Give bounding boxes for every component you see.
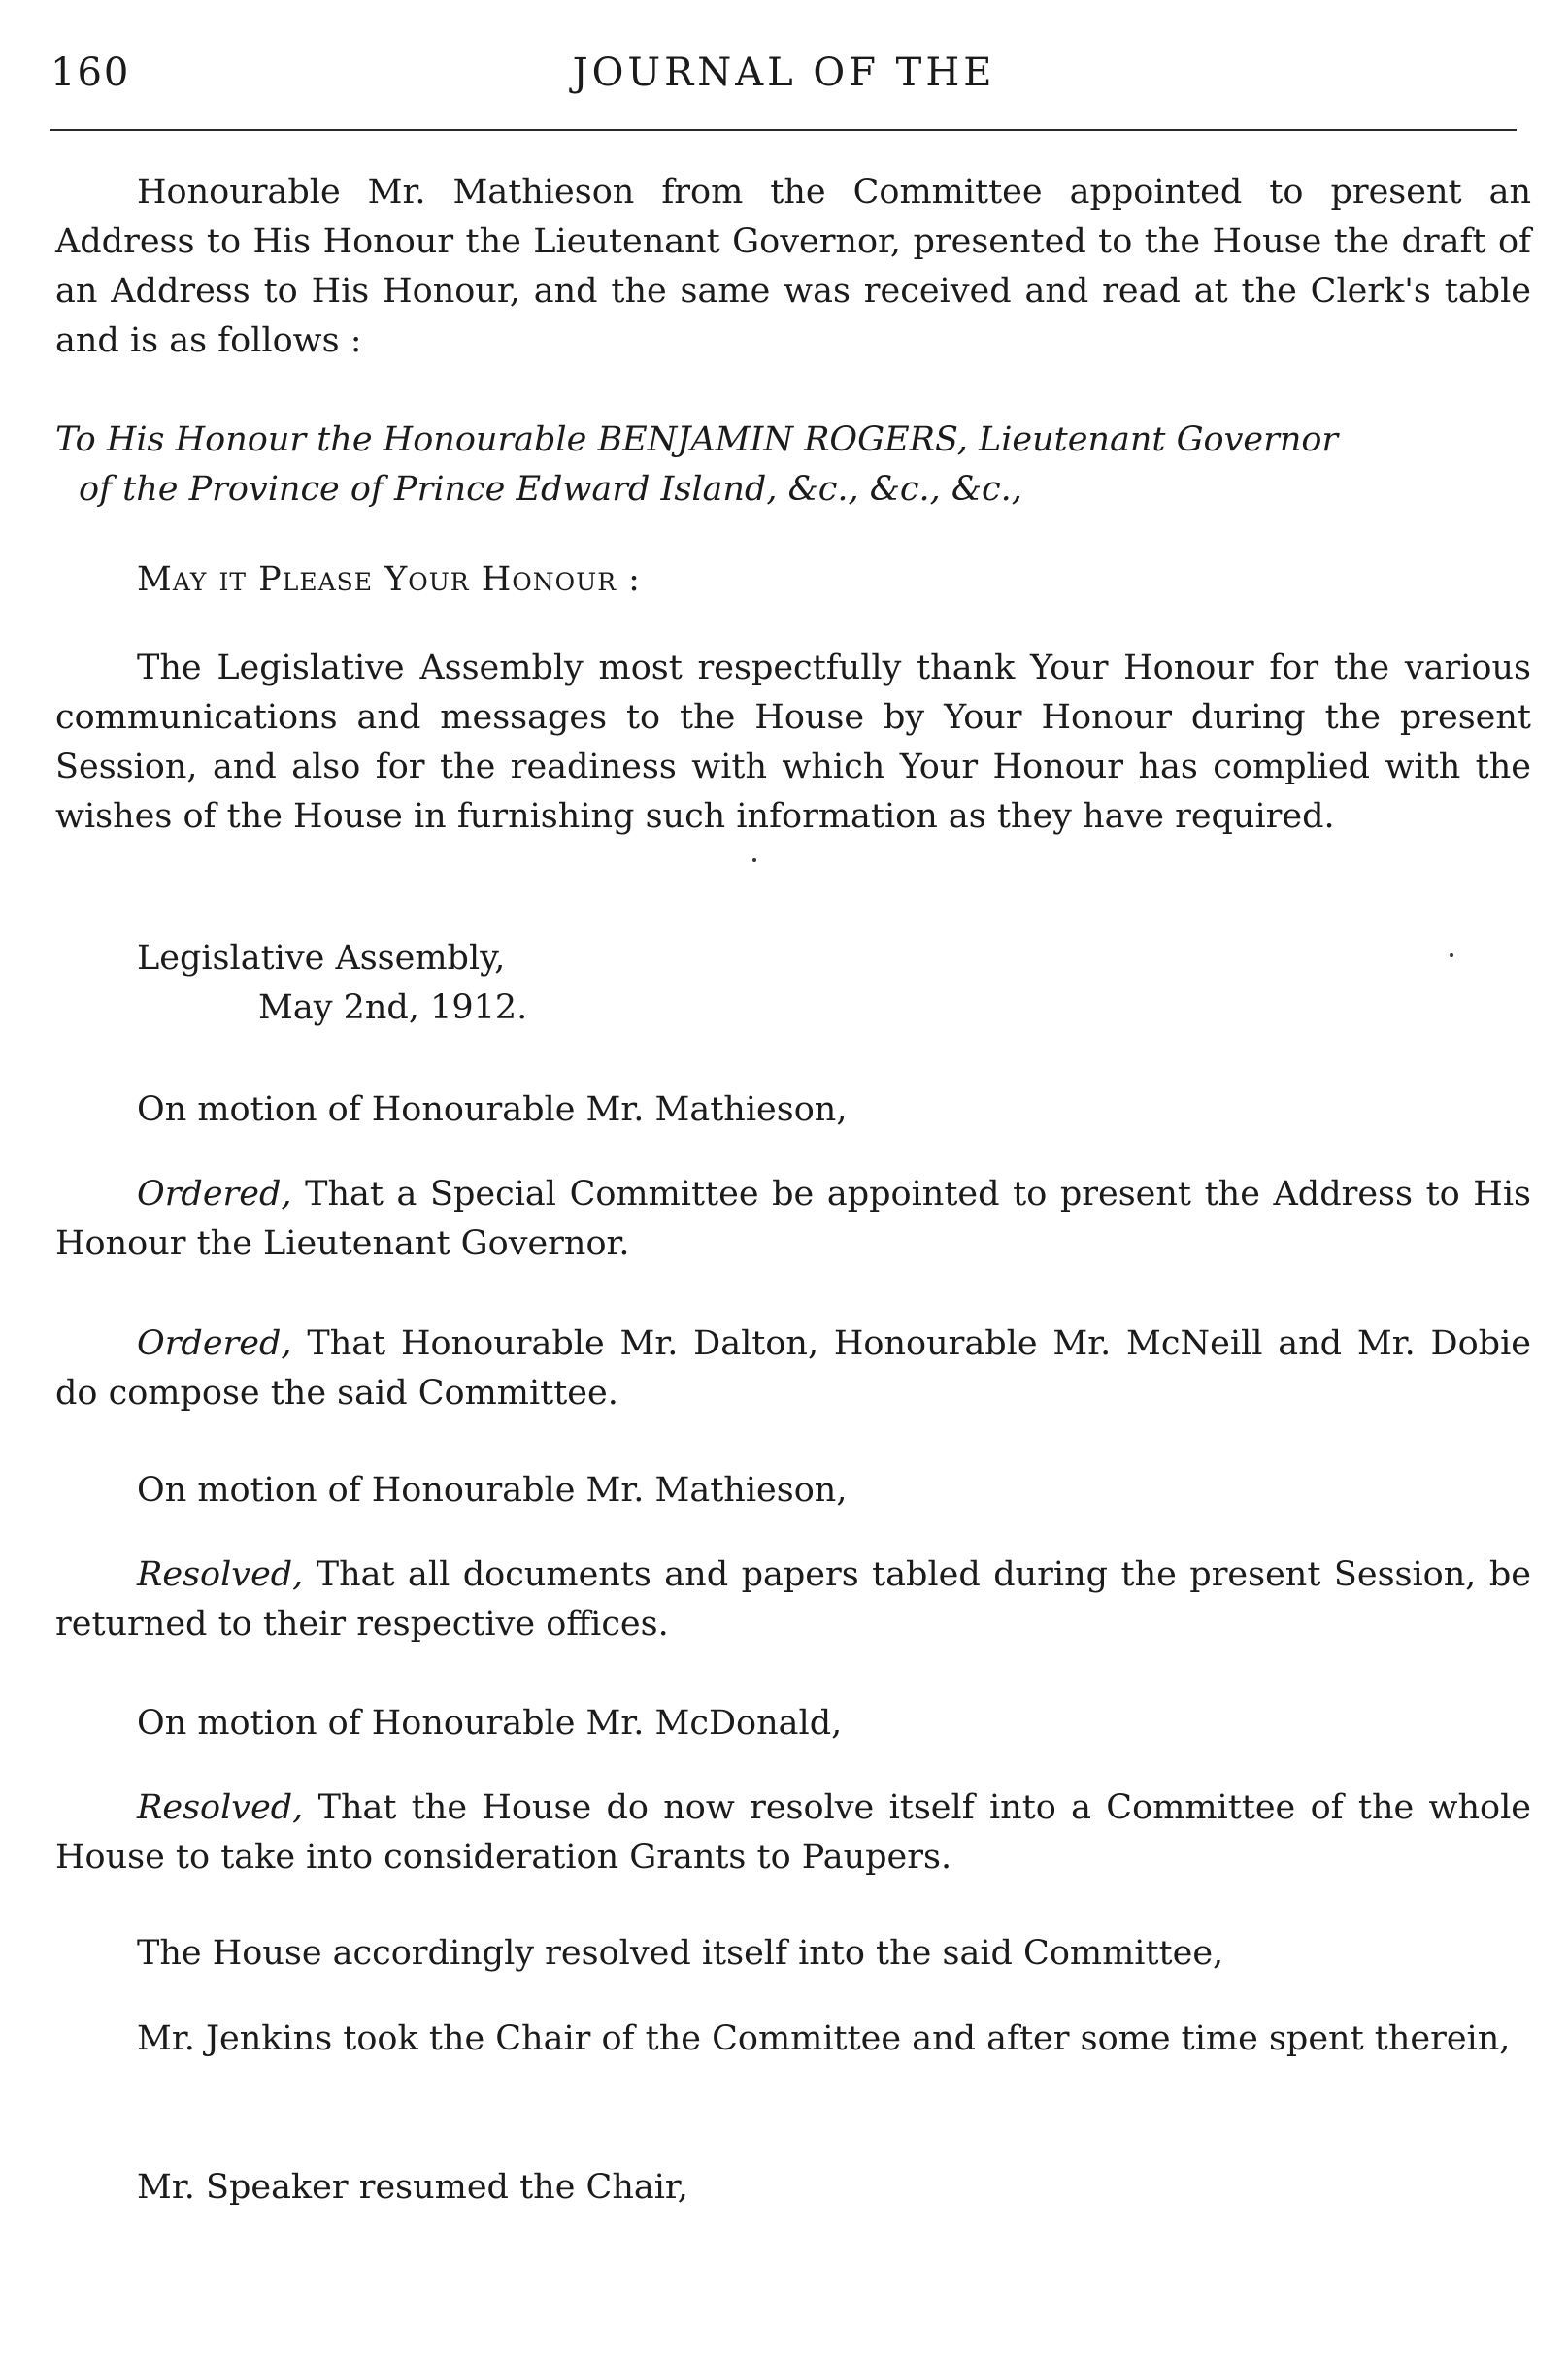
jenkins-took-chair: Mr. Jenkins took the Chair of the Committee and after some time spent therein, — [137, 2019, 1511, 2058]
motion-mathieson-2: On motion of Honourable Mr. Mathieson, — [137, 1471, 848, 1510]
print-speck — [752, 858, 756, 862]
resolved-text: That all documents and papers tabled during the present Session, be returned to their respective offices. — [55, 1555, 1531, 1644]
ordered-label: Ordered, — [137, 1324, 292, 1363]
motion-mathieson-1: On motion of Honourable Mr. Mathieson, — [137, 1090, 848, 1129]
header-rule — [50, 129, 1517, 131]
paragraph-committee-report: Honourable Mr. Mathieson from the Committee appointed to present an Address to His Honour the Lieutenant Governor, presented to the House the draft of an Address to His Honour, and the same was received and read at the Clerk's table and is as follows : — [55, 173, 1531, 360]
address-heading — [55, 416, 1539, 515]
running-head: JOURNAL OF THE — [572, 50, 996, 95]
address-heading-line-2: of the Province of Prince Edward Island, &c., &c., &c., — [79, 470, 1022, 509]
address-heading-line-1: To His Honour the Honourable BENJAMIN ROGERS, Lieutenant Governor — [55, 420, 1339, 459]
resolved-label: Resolved, — [137, 1555, 304, 1594]
resolved-text: That the House do now resolve itself into a Committee of the whole House to take into consideration Grants to Paupers. — [55, 1788, 1531, 1877]
speaker-resumed-chair: Mr. Speaker resumed the Chair, — [137, 2168, 688, 2207]
resolved-label: Resolved, — [137, 1788, 304, 1827]
salutation: May it Please Your Honour : — [137, 560, 641, 599]
motion-mcdonald: On motion of Honourable Mr. McDonald, — [137, 1704, 843, 1743]
house-resolved-into-committee: The House accordingly resolved itself into the said Committee, — [137, 1934, 1224, 1973]
ordered-text: That Honourable Mr. Dalton, Honourable Mr. McNeill and Mr. Dobie do compose the said Committee. — [55, 1324, 1531, 1413]
ordered-text: That a Special Committee be appointed to present the Address to His Honour the Lieutenant Governor. — [55, 1175, 1531, 1263]
print-speck — [1450, 953, 1453, 957]
page-number: 160 — [50, 50, 131, 95]
ordered-label: Ordered, — [137, 1175, 292, 1214]
ordered-committee-members — [55, 1319, 1531, 1418]
signature-date: May 2nd, 1912. — [258, 988, 528, 1027]
paragraph-address-body: The Legislative Assembly most respectfully thank Your Honour for the various communications and messages to the House by Your Honour during the present Session, and also for the readiness with which Your Honour has complied with the wishes of the House in furnishing such information as they have required. — [55, 649, 1531, 836]
signature-place: Legislative Assembly, — [137, 939, 506, 978]
ordered-special-committee — [55, 1170, 1531, 1269]
resolved-documents-returned — [55, 1550, 1531, 1650]
resolved-committee-whole — [55, 1783, 1531, 1883]
